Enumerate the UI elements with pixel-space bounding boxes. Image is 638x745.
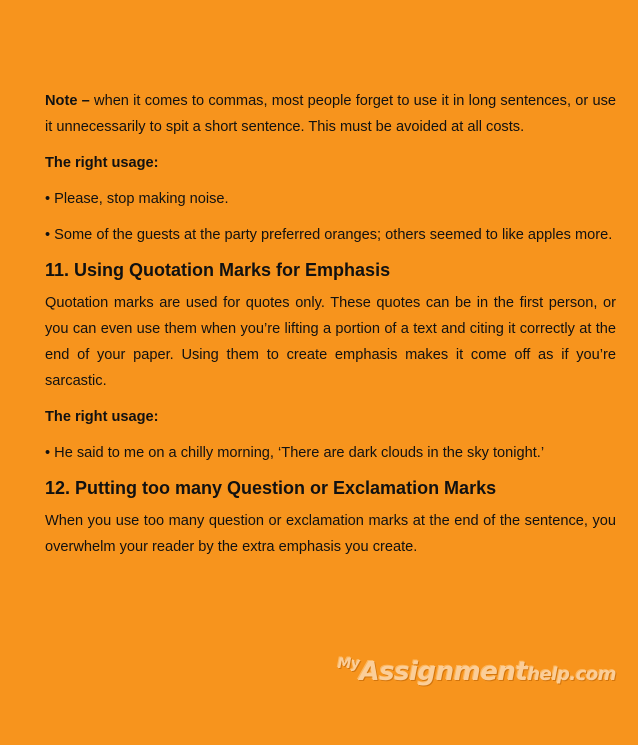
watermark-tail: help.com	[527, 664, 616, 685]
section-12-body: When you use too many question or exclamation marks at the end of the sentence, you overwhelm your reader by the extra emphasis you create.	[45, 513, 616, 555]
note-text: when it comes to commas, most people forget to use it in long sentences, or use it unnecessarily to spit a short sentence. This must be avoided at all costs.	[45, 93, 616, 135]
bullet-item: • Please, stop making noise.	[45, 191, 229, 207]
section-11-body: Quotation marks are used for quotes only. These quotes can be in the first person, or you can even use them when you’re lifting a portion of a text and citing it correctly at the end of your paper. Using them to create emphasis makes it come off as if you’re sarcastic.	[45, 295, 616, 389]
note-paragraph	[45, 88, 616, 140]
bullet-item: • He said to me on a chilly morning, ‘There are dark clouds in the sky tonight.’	[45, 445, 545, 461]
watermark-logo	[337, 656, 616, 687]
bullet-item: • Some of the guests at the party preferred oranges; others seemed to like apples more.	[45, 227, 613, 243]
section-heading-12: 12. Putting too many Question or Exclamation Marks	[45, 478, 497, 498]
right-usage-label: The right usage:	[45, 409, 159, 425]
watermark-main: Assignment	[359, 657, 528, 687]
right-usage-label: The right usage:	[45, 155, 159, 171]
watermark-prefix: My	[337, 656, 360, 672]
document-page	[45, 88, 616, 570]
note-label: Note –	[45, 93, 90, 109]
section-heading-11: 11. Using Quotation Marks for Emphasis	[45, 260, 391, 280]
